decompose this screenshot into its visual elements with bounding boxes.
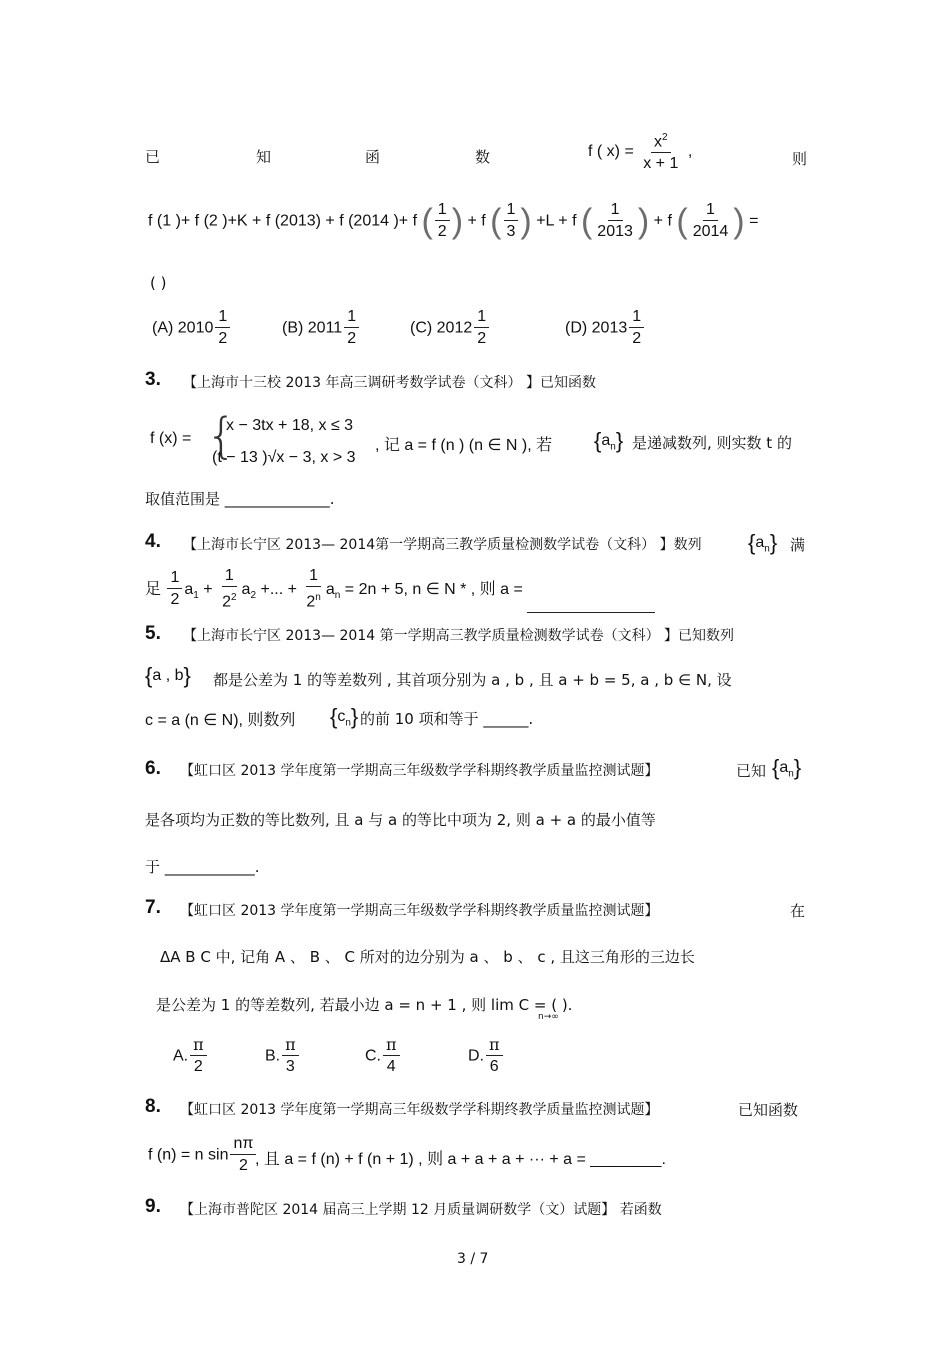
q6-right: 已知	[736, 762, 767, 780]
q6-sequence: $\{a_n\}$	[772, 755, 802, 780]
q2-frac-den: x + 1	[643, 155, 679, 173]
q8-source: 【虹口区 2013 学年度第一学期高三年级数学学科期终教学质量监控测试题】	[180, 1102, 659, 1118]
q2-word-5: 则	[792, 150, 808, 168]
q7-limit-subscript: n→∞	[538, 1012, 559, 1022]
q2-option-a: (A) 2010 $\frac{1}{2}$	[152, 307, 232, 350]
q4-tail: 满	[790, 536, 806, 554]
q4-source: 【上海市长宁区 2013— 2014第一学期高三教学质量检测数学试卷（文科） 】数列	[183, 537, 702, 553]
q9-source: 【上海市普陀区 2014 届高三上学期 12 月质量调研数学（文）试题】 若函数	[180, 1202, 662, 1218]
q3-sequence: $\{a_n\}$	[594, 428, 624, 453]
q8-function: f (n) = n sin $\frac{n\pi}{2}$	[148, 1134, 258, 1177]
q2-word-4: 数	[475, 148, 491, 166]
q4-answer-blank	[527, 598, 655, 613]
q3-case-2: (t − 13 )√x − 3, x > 3	[212, 449, 356, 466]
q9-number: 9.	[145, 1196, 161, 1217]
q3-range-line: 取值范围是 ______________.	[145, 490, 335, 508]
q7-number: 7.	[145, 897, 161, 918]
q4-equation: 足 $\frac{1}{2}$ $a_1$ + $\frac{1}{2^2}$ $a_2$ +... + $\frac{1}{2^n}$ $a_n = 2n + 5$, n ∈ N * , 则 a =	[145, 566, 655, 613]
q2-word-1: 已	[145, 148, 161, 166]
q5-line-3: c = a (n ∈ N), 则数列	[145, 712, 296, 729]
q3-condition: , 记 a = f (n ) (n ∈ N ), 若	[375, 437, 553, 454]
q3-number: 3.	[145, 369, 161, 390]
q7-right: 在	[790, 902, 806, 920]
q7-option-a: A. $\frac{\pi}{2}$	[173, 1035, 209, 1078]
q8-line-2: , 且 a = f (n) + f (n + 1) , 则 a + a + a + ··· + a = ________.	[255, 1151, 666, 1168]
q3-source: 【上海市十三校 2013 年高三调研考数学试卷（文科） 】已知函数	[183, 375, 596, 391]
page-number: 3 / 7	[457, 1251, 489, 1267]
q2-answer-paren: ( )	[150, 274, 167, 292]
q7-line-2: ΔA B C 中, 记角 A 、 B 、 C 所对的边分别为 a 、 b 、 c , 且这三角形的三边长	[160, 948, 695, 966]
q6-line-2: 是各项均为正数的等比数列, 且 a 与 a 的等比中项为 2, 则 a + a 的最小值等	[145, 811, 656, 829]
q5-source: 【上海市长宁区 2013— 2014 第一学期高三教学质量检测数学试卷（文科） 】已知数列	[183, 628, 735, 644]
q3-fx: f (x) =	[150, 430, 192, 447]
q5-line-2: 都是公差为 1 的等差数列 , 其首项分别为 a , b , 且 a + b = 5, a , b ∈ N, 设	[213, 671, 732, 689]
q5-sequences: {a , b}	[145, 663, 191, 688]
q3-tail: 是递减数列, 则实数 t 的	[632, 434, 792, 452]
q2-fraction: $\frac{x^2}{x + 1}$	[640, 128, 681, 175]
q2-word-3: 函	[365, 148, 381, 166]
q8-number: 8.	[145, 1096, 161, 1117]
q6-source: 【虹口区 2013 学年度第一学期高三年级数学学科期终教学质量监控测试题】	[180, 763, 659, 779]
q2-sum-start: f (1 )+ f (2 )+K + f (2013) + f (2014 )+ f	[148, 212, 418, 230]
q2-fx: f ( x) =	[588, 142, 634, 160]
q4-number: 4.	[145, 531, 161, 552]
q2-sum-expression: f (1 )+ f (2 )+K + f (2013) + f (2014 )+ f ( $\frac{1}{2}$ ) + f ( $\frac{1}{3}$ ) +L + f ( $\frac{1}{2013}$ ) + f ( $\frac{1}{2014}$ ) =	[148, 201, 759, 241]
q2-function-def	[588, 128, 692, 175]
q4-sequence: $\{a_n\}$	[748, 530, 778, 555]
q7-line-3: 是公差为 1 的等差数列, 若最小边 a = n + 1 , 则 lim C = ( ).	[156, 996, 573, 1014]
q5-tail: 的前 10 项和等于 ______.	[360, 710, 534, 728]
q6-number: 6.	[145, 758, 161, 779]
q2-option-c: (C) 2012 $\frac{1}{2}$	[410, 307, 491, 350]
q2-option-b: (B) 2011 $\frac{1}{2}$	[282, 307, 361, 350]
q8-right: 已知函数	[738, 1101, 799, 1119]
q2-comma: ,	[687, 142, 693, 160]
q2-word-2: 知	[256, 148, 272, 166]
q3-left-brace: {	[206, 408, 237, 464]
q7-source: 【虹口区 2013 学年度第一学期高三年级数学学科期终教学质量监控测试题】	[180, 903, 659, 919]
q6-line-3: 于 ____________.	[145, 858, 260, 876]
q5-number: 5.	[145, 623, 161, 644]
q5-cn: $\{c_n\}$	[330, 704, 359, 729]
q7-option-d: D. $\frac{\pi}{6}$	[468, 1035, 505, 1078]
q7-option-c: C. $\frac{\pi}{4}$	[365, 1035, 402, 1078]
q2-option-d: (D) 2013 $\frac{1}{2}$	[565, 307, 646, 350]
q2-frac-num: x	[654, 133, 663, 151]
q3-case-1: x − 3tx + 18, x ≤ 3	[226, 417, 354, 434]
q7-option-b: B. $\frac{\pi}{3}$	[265, 1035, 301, 1078]
